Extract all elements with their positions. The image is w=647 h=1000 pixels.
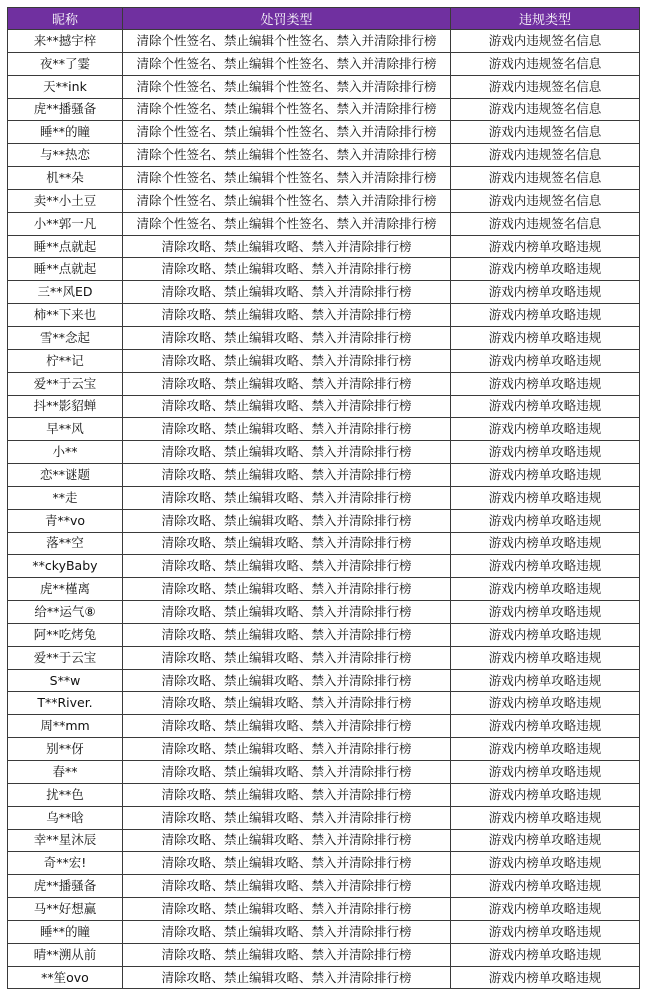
cell-violation-type: 游戏内榜单攻略违规 bbox=[451, 235, 640, 258]
cell-violation-type: 游戏内榜单攻略违规 bbox=[451, 349, 640, 372]
cell-penalty-type: 清除攻略、禁止编辑攻略、禁入并清除排行榜 bbox=[123, 920, 451, 943]
header-row bbox=[8, 8, 640, 30]
table-row bbox=[8, 52, 640, 75]
cell-penalty-type: 清除攻略、禁止编辑攻略、禁入并清除排行榜 bbox=[123, 532, 451, 555]
table-row bbox=[8, 601, 640, 624]
cell-penalty-type: 清除个性签名、禁止编辑个性签名、禁入并清除排行榜 bbox=[123, 189, 451, 212]
cell-penalty-type: 清除攻略、禁止编辑攻略、禁入并清除排行榜 bbox=[123, 669, 451, 692]
table-row bbox=[8, 418, 640, 441]
cell-penalty-type: 清除攻略、禁止编辑攻略、禁入并清除排行榜 bbox=[123, 623, 451, 646]
cell-nickname: T**River. bbox=[8, 692, 123, 715]
table-row bbox=[8, 372, 640, 395]
table-row bbox=[8, 326, 640, 349]
cell-violation-type: 游戏内榜单攻略违规 bbox=[451, 418, 640, 441]
cell-nickname: 晴**溯从前 bbox=[8, 943, 123, 966]
cell-violation-type: 游戏内榜单攻略违规 bbox=[451, 281, 640, 304]
cell-nickname: 阿**吃烤兔 bbox=[8, 623, 123, 646]
cell-nickname: 雪**念起 bbox=[8, 326, 123, 349]
cell-violation-type: 游戏内榜单攻略违规 bbox=[451, 372, 640, 395]
table-row bbox=[8, 486, 640, 509]
cell-nickname: **笙ovo bbox=[8, 966, 123, 989]
cell-violation-type: 游戏内榜单攻略违规 bbox=[451, 898, 640, 921]
cell-violation-type: 游戏内榜单攻略违规 bbox=[451, 692, 640, 715]
table-row bbox=[8, 806, 640, 829]
penalty-table bbox=[7, 7, 640, 989]
cell-penalty-type: 清除个性签名、禁止编辑个性签名、禁入并清除排行榜 bbox=[123, 52, 451, 75]
cell-nickname: **ckyBaby bbox=[8, 555, 123, 578]
cell-nickname: 青**vo bbox=[8, 509, 123, 532]
cell-violation-type: 游戏内违规签名信息 bbox=[451, 98, 640, 121]
cell-penalty-type: 清除个性签名、禁止编辑个性签名、禁入并清除排行榜 bbox=[123, 121, 451, 144]
cell-violation-type: 游戏内违规签名信息 bbox=[451, 75, 640, 98]
cell-nickname: 爱**于云宝 bbox=[8, 646, 123, 669]
cell-penalty-type: 清除个性签名、禁止编辑个性签名、禁入并清除排行榜 bbox=[123, 144, 451, 167]
cell-violation-type: 游戏内违规签名信息 bbox=[451, 144, 640, 167]
table-row bbox=[8, 258, 640, 281]
table-row bbox=[8, 464, 640, 487]
cell-violation-type: 游戏内榜单攻略违规 bbox=[451, 532, 640, 555]
cell-nickname: 三**风ED bbox=[8, 281, 123, 304]
cell-penalty-type: 清除个性签名、禁止编辑个性签名、禁入并清除排行榜 bbox=[123, 30, 451, 53]
cell-penalty-type: 清除攻略、禁止编辑攻略、禁入并清除排行榜 bbox=[123, 349, 451, 372]
cell-violation-type: 游戏内榜单攻略违规 bbox=[451, 601, 640, 624]
table-row bbox=[8, 692, 640, 715]
cell-violation-type: 游戏内榜单攻略违规 bbox=[451, 761, 640, 784]
table-row bbox=[8, 121, 640, 144]
cell-nickname: 扰**色 bbox=[8, 783, 123, 806]
cell-penalty-type: 清除攻略、禁止编辑攻略、禁入并清除排行榜 bbox=[123, 464, 451, 487]
table-row bbox=[8, 715, 640, 738]
cell-violation-type: 游戏内违规签名信息 bbox=[451, 212, 640, 235]
cell-penalty-type: 清除攻略、禁止编辑攻略、禁入并清除排行榜 bbox=[123, 304, 451, 327]
cell-penalty-type: 清除个性签名、禁止编辑个性签名、禁入并清除排行榜 bbox=[123, 75, 451, 98]
cell-penalty-type: 清除攻略、禁止编辑攻略、禁入并清除排行榜 bbox=[123, 761, 451, 784]
cell-violation-type: 游戏内榜单攻略违规 bbox=[451, 715, 640, 738]
table-row bbox=[8, 943, 640, 966]
cell-nickname: **走 bbox=[8, 486, 123, 509]
cell-nickname: 虎**播骚备 bbox=[8, 875, 123, 898]
header-penalty-type: 处罚类型 bbox=[123, 8, 451, 30]
cell-penalty-type: 清除攻略、禁止编辑攻略、禁入并清除排行榜 bbox=[123, 875, 451, 898]
cell-penalty-type: 清除攻略、禁止编辑攻略、禁入并清除排行榜 bbox=[123, 372, 451, 395]
table-row bbox=[8, 441, 640, 464]
table-row bbox=[8, 189, 640, 212]
table-row bbox=[8, 212, 640, 235]
cell-penalty-type: 清除攻略、禁止编辑攻略、禁入并清除排行榜 bbox=[123, 509, 451, 532]
table-row bbox=[8, 852, 640, 875]
table-header bbox=[8, 8, 640, 30]
cell-violation-type: 游戏内榜单攻略违规 bbox=[451, 258, 640, 281]
table-row bbox=[8, 920, 640, 943]
cell-nickname: 来**撼宇梓 bbox=[8, 30, 123, 53]
cell-penalty-type: 清除攻略、禁止编辑攻略、禁入并清除排行榜 bbox=[123, 326, 451, 349]
cell-violation-type: 游戏内榜单攻略违规 bbox=[451, 555, 640, 578]
cell-penalty-type: 清除攻略、禁止编辑攻略、禁入并清除排行榜 bbox=[123, 601, 451, 624]
cell-nickname: 睡**点就起 bbox=[8, 235, 123, 258]
penalty-table-container bbox=[7, 7, 640, 989]
table-row bbox=[8, 875, 640, 898]
cell-violation-type: 游戏内榜单攻略违规 bbox=[451, 829, 640, 852]
cell-violation-type: 游戏内榜单攻略违规 bbox=[451, 464, 640, 487]
cell-nickname: 抖**影貂蝉 bbox=[8, 395, 123, 418]
cell-penalty-type: 清除攻略、禁止编辑攻略、禁入并清除排行榜 bbox=[123, 829, 451, 852]
header-violation-type: 违规类型 bbox=[451, 8, 640, 30]
cell-violation-type: 游戏内违规签名信息 bbox=[451, 121, 640, 144]
table-row bbox=[8, 555, 640, 578]
cell-nickname: 柠**记 bbox=[8, 349, 123, 372]
cell-violation-type: 游戏内榜单攻略违规 bbox=[451, 738, 640, 761]
cell-penalty-type: 清除攻略、禁止编辑攻略、禁入并清除排行榜 bbox=[123, 555, 451, 578]
cell-penalty-type: 清除个性签名、禁止编辑个性签名、禁入并清除排行榜 bbox=[123, 167, 451, 190]
cell-violation-type: 游戏内榜单攻略违规 bbox=[451, 943, 640, 966]
cell-violation-type: 游戏内违规签名信息 bbox=[451, 167, 640, 190]
cell-violation-type: 游戏内榜单攻略违规 bbox=[451, 486, 640, 509]
cell-nickname: 春** bbox=[8, 761, 123, 784]
cell-violation-type: 游戏内榜单攻略违规 bbox=[451, 920, 640, 943]
cell-penalty-type: 清除攻略、禁止编辑攻略、禁入并清除排行榜 bbox=[123, 715, 451, 738]
cell-nickname: 别**伢 bbox=[8, 738, 123, 761]
cell-nickname: 恋**谜题 bbox=[8, 464, 123, 487]
cell-penalty-type: 清除攻略、禁止编辑攻略、禁入并清除排行榜 bbox=[123, 646, 451, 669]
header-nickname: 昵称 bbox=[8, 8, 123, 30]
table-row bbox=[8, 167, 640, 190]
cell-penalty-type: 清除攻略、禁止编辑攻略、禁入并清除排行榜 bbox=[123, 898, 451, 921]
cell-nickname: 睡**的瞳 bbox=[8, 121, 123, 144]
cell-violation-type: 游戏内榜单攻略违规 bbox=[451, 669, 640, 692]
cell-penalty-type: 清除攻略、禁止编辑攻略、禁入并清除排行榜 bbox=[123, 578, 451, 601]
table-row bbox=[8, 738, 640, 761]
cell-nickname: 乌**晗 bbox=[8, 806, 123, 829]
cell-penalty-type: 清除攻略、禁止编辑攻略、禁入并清除排行榜 bbox=[123, 966, 451, 989]
cell-penalty-type: 清除攻略、禁止编辑攻略、禁入并清除排行榜 bbox=[123, 486, 451, 509]
table-row bbox=[8, 30, 640, 53]
cell-violation-type: 游戏内榜单攻略违规 bbox=[451, 326, 640, 349]
cell-violation-type: 游戏内榜单攻略违规 bbox=[451, 783, 640, 806]
cell-violation-type: 游戏内榜单攻略违规 bbox=[451, 852, 640, 875]
cell-penalty-type: 清除攻略、禁止编辑攻略、禁入并清除排行榜 bbox=[123, 258, 451, 281]
cell-violation-type: 游戏内榜单攻略违规 bbox=[451, 304, 640, 327]
cell-violation-type: 游戏内违规签名信息 bbox=[451, 52, 640, 75]
cell-nickname: 卖**小土豆 bbox=[8, 189, 123, 212]
cell-nickname: 早**风 bbox=[8, 418, 123, 441]
cell-violation-type: 游戏内榜单攻略违规 bbox=[451, 646, 640, 669]
cell-violation-type: 游戏内榜单攻略违规 bbox=[451, 395, 640, 418]
cell-penalty-type: 清除攻略、禁止编辑攻略、禁入并清除排行榜 bbox=[123, 235, 451, 258]
table-row bbox=[8, 623, 640, 646]
table-row bbox=[8, 578, 640, 601]
cell-penalty-type: 清除攻略、禁止编辑攻略、禁入并清除排行榜 bbox=[123, 418, 451, 441]
cell-violation-type: 游戏内违规签名信息 bbox=[451, 30, 640, 53]
table-row bbox=[8, 532, 640, 555]
cell-nickname: 睡**的瞳 bbox=[8, 920, 123, 943]
cell-nickname: 奇**宏! bbox=[8, 852, 123, 875]
cell-nickname: 给**运气⑧ bbox=[8, 601, 123, 624]
cell-penalty-type: 清除个性签名、禁止编辑个性签名、禁入并清除排行榜 bbox=[123, 212, 451, 235]
cell-nickname: 落**空 bbox=[8, 532, 123, 555]
cell-nickname: 柿**下来也 bbox=[8, 304, 123, 327]
cell-penalty-type: 清除攻略、禁止编辑攻略、禁入并清除排行榜 bbox=[123, 281, 451, 304]
cell-nickname: 天**ink bbox=[8, 75, 123, 98]
cell-penalty-type: 清除攻略、禁止编辑攻略、禁入并清除排行榜 bbox=[123, 943, 451, 966]
cell-violation-type: 游戏内榜单攻略违规 bbox=[451, 623, 640, 646]
cell-penalty-type: 清除攻略、禁止编辑攻略、禁入并清除排行榜 bbox=[123, 395, 451, 418]
table-row bbox=[8, 898, 640, 921]
table-row bbox=[8, 75, 640, 98]
table-row bbox=[8, 395, 640, 418]
cell-violation-type: 游戏内榜单攻略违规 bbox=[451, 509, 640, 532]
cell-nickname: 虎**播骚备 bbox=[8, 98, 123, 121]
table-row bbox=[8, 646, 640, 669]
cell-violation-type: 游戏内榜单攻略违规 bbox=[451, 966, 640, 989]
cell-nickname: S**w bbox=[8, 669, 123, 692]
cell-nickname: 爱**于云宝 bbox=[8, 372, 123, 395]
table-row bbox=[8, 144, 640, 167]
cell-nickname: 夜**了霎 bbox=[8, 52, 123, 75]
cell-nickname: 周**mm bbox=[8, 715, 123, 738]
table-row bbox=[8, 966, 640, 989]
cell-violation-type: 游戏内榜单攻略违规 bbox=[451, 578, 640, 601]
cell-penalty-type: 清除攻略、禁止编辑攻略、禁入并清除排行榜 bbox=[123, 806, 451, 829]
cell-penalty-type: 清除攻略、禁止编辑攻略、禁入并清除排行榜 bbox=[123, 692, 451, 715]
table-row bbox=[8, 304, 640, 327]
cell-violation-type: 游戏内违规签名信息 bbox=[451, 189, 640, 212]
table-row bbox=[8, 783, 640, 806]
cell-nickname: 小** bbox=[8, 441, 123, 464]
cell-nickname: 马**好想赢 bbox=[8, 898, 123, 921]
table-row bbox=[8, 281, 640, 304]
cell-penalty-type: 清除个性签名、禁止编辑个性签名、禁入并清除排行榜 bbox=[123, 98, 451, 121]
cell-violation-type: 游戏内榜单攻略违规 bbox=[451, 875, 640, 898]
cell-penalty-type: 清除攻略、禁止编辑攻略、禁入并清除排行榜 bbox=[123, 738, 451, 761]
table-row bbox=[8, 349, 640, 372]
cell-violation-type: 游戏内榜单攻略违规 bbox=[451, 441, 640, 464]
cell-nickname: 睡**点就起 bbox=[8, 258, 123, 281]
cell-penalty-type: 清除攻略、禁止编辑攻略、禁入并清除排行榜 bbox=[123, 441, 451, 464]
table-body bbox=[8, 30, 640, 989]
cell-nickname: 幸**星沐辰 bbox=[8, 829, 123, 852]
cell-nickname: 与**热恋 bbox=[8, 144, 123, 167]
table-row bbox=[8, 235, 640, 258]
cell-nickname: 虎**槿离 bbox=[8, 578, 123, 601]
table-row bbox=[8, 829, 640, 852]
table-row bbox=[8, 669, 640, 692]
table-row bbox=[8, 761, 640, 784]
cell-penalty-type: 清除攻略、禁止编辑攻略、禁入并清除排行榜 bbox=[123, 783, 451, 806]
table-row bbox=[8, 509, 640, 532]
cell-violation-type: 游戏内榜单攻略违规 bbox=[451, 806, 640, 829]
cell-nickname: 机**朵 bbox=[8, 167, 123, 190]
table-row bbox=[8, 98, 640, 121]
cell-nickname: 小**郭一凡 bbox=[8, 212, 123, 235]
cell-penalty-type: 清除攻略、禁止编辑攻略、禁入并清除排行榜 bbox=[123, 852, 451, 875]
